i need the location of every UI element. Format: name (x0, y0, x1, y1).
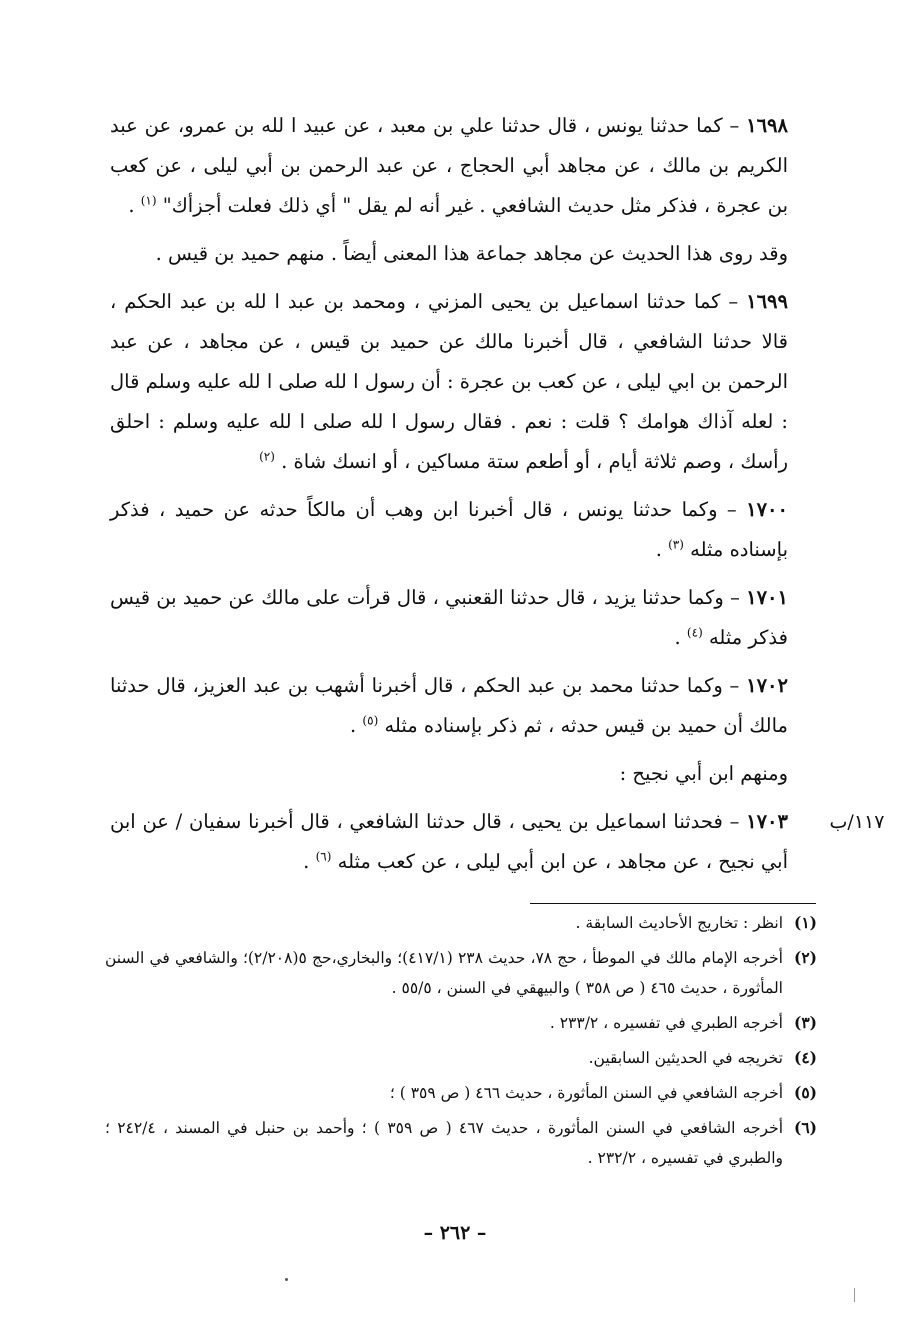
narration-paragraph (110, 754, 818, 794)
hadith-text: – كما حدثنا يونس ، قال حدثنا علي بن معبد ، عن عبيد ا لله بن عمرو، عن عبد الكريم بن مالك ، عن مجاهد أبي الحجاج ، عن عبد الرحمن بن أبي ليلى ، عن كعب بن عجرة ، فذكر مثل حديث الشافعي . غير أنه لم يقل " أي ذلك فعلت أجزأك" (110, 114, 788, 217)
sentence-end: . (303, 850, 310, 873)
sentence-end: . (128, 194, 135, 217)
hadith-text: – وكما حدثنا محمد بن عبد الحكم ، قال أخبرنا أشهب بن عبد العزيز، قال حدثنا مالك أن حميد بن قيس حدثه ، ثم ذكر بإسناده مثله (110, 674, 788, 737)
scan-speck (285, 1278, 288, 1281)
footnote-number: (١) (793, 913, 817, 932)
hadith-paragraph (110, 578, 818, 658)
footnote-ref: (٤) (686, 625, 703, 640)
footnote-text: أخرجه الإمام مالك في الموطأ ، حج ٧٨، حديث ٢٣٨ (٤١٧/١)؛ والبخاري،حج ٥(٢/٢٠٨)؛ والشافعي في السنن المأثورة ، حديث ٤٦٥ ( ص ٣٥٨ ) والبيهقي في السنن ، ٥٥/٥ . (105, 949, 783, 997)
footnote-ref: (٣) (668, 537, 684, 552)
hadith-number: ١٧٠١ (746, 586, 788, 609)
hadith-text: – فحدثنا اسماعيل بن يحيى ، قال حدثنا الشافعي ، قال أخبرنا سفيان / عن ابن أبي نجيح ، عن مجاهد ، عن ابن أبي ليلى ، عن كعب مثله (110, 810, 788, 873)
sentence-end: . (674, 626, 681, 649)
footnote (105, 1113, 817, 1173)
hadith-paragraph (110, 490, 818, 570)
hadith-paragraph (110, 282, 818, 482)
footnote-text: أخرجه الشافعي في السنن المأثورة ، حديث ٤٦٦ ( ص ٣٥٩ ) ؛ (389, 1084, 783, 1102)
sentence-end: . (655, 538, 662, 561)
footnote (105, 1043, 817, 1073)
footnote-text: أخرجه الطبري في تفسيره ، ٢٣٣/٢ . (549, 1014, 783, 1032)
hadith-paragraph (110, 106, 818, 226)
scan-speck (854, 1288, 855, 1302)
footnote-ref: (١) (140, 193, 157, 208)
footnote-text: انظر : تخاريج الأحاديث السابقة . (575, 914, 783, 932)
footnote (105, 1078, 817, 1108)
hadith-number: ١٧٠٠ (746, 498, 788, 521)
hadith-text: – كما حدثنا اسماعيل بن يحيى المزني ، ومحمد بن عبد ا لله بن عبد الحكم ، قالا حدثنا الشافعي ، قال أخبرنا مالك عن حميد بن قيس ، عن مجاهد ، عن عبد الرحمن بن ابي ليلى ، عن كعب بن عجرة : أن رسول ا لله صلى ا لله عليه وسلم قال : لعله آذاك هوامك ؟ قلت : نعم . فقال رسول ا لله صلى ا لله عليه وسلم : احلق رأسك ، وصم ثلاثة أيام ، أو أطعم ستة مساكين ، أو انسك شاة . (110, 290, 788, 473)
narration-text: وقد روى هذا الحديث عن مجاهد جماعة هذا المعنى أيضاً . منهم حميد بن قيس . (155, 242, 788, 265)
narration-paragraph (110, 234, 818, 274)
footnote-ref: (٢) (259, 449, 275, 464)
footnote-ref: (٥) (362, 713, 379, 728)
footnote-number: (٦) (793, 1118, 817, 1137)
hadith-text: – وكما حدثنا يونس ، قال أخبرنا ابن وهب أن مالكاً حدثه عن حميد ، فذكر بإسناده مثله (110, 498, 788, 561)
hadith-paragraph (110, 802, 818, 882)
hadith-paragraph (110, 666, 818, 746)
hadith-text: – وكما حدثنا يزيد ، قال حدثنا القعنبي ، قال قرأت على مالك عن حميد بن قيس فذكر مثله (110, 586, 788, 649)
footnote-text: أخرجه الشافعي في السنن المأثورة ، حديث ٤٦٧ ( ص ٣٥٩ ) ؛ وأحمد بن حنبل في المسند ، ٢٤٢/٤ ؛ والطبري في تفسيره ، ٢٣٢/٢ . (105, 1119, 783, 1167)
footnotes (105, 908, 817, 1178)
hadith-number: ١٧٠٣ (746, 810, 788, 833)
footnote-number: (٢) (793, 948, 817, 967)
footnote-number: (٣) (793, 1013, 817, 1032)
hadith-number: ١٧٠٢ (746, 674, 789, 697)
main-text (110, 106, 818, 890)
page-number: – ٢٦٢ – (423, 1222, 487, 1244)
footnote-number: (٥) (793, 1083, 817, 1102)
hadith-number: ١٦٩٨ (746, 114, 789, 137)
footnote-ref: (٦) (315, 849, 332, 864)
footnote-separator (530, 903, 816, 904)
footnote (105, 908, 817, 938)
footnote (105, 1008, 817, 1038)
footnote-number: (٤) (793, 1048, 817, 1067)
footnote-text: تخريجه في الحديثين السابقين. (588, 1049, 783, 1067)
footnote (105, 943, 817, 1003)
manuscript-folio-note: ١١٧/ب (829, 811, 885, 833)
narration-text: ومنهم ابن أبي نجيح : (619, 762, 788, 785)
sentence-end: . (350, 714, 357, 737)
hadith-number: ١٦٩٩ (746, 290, 788, 313)
